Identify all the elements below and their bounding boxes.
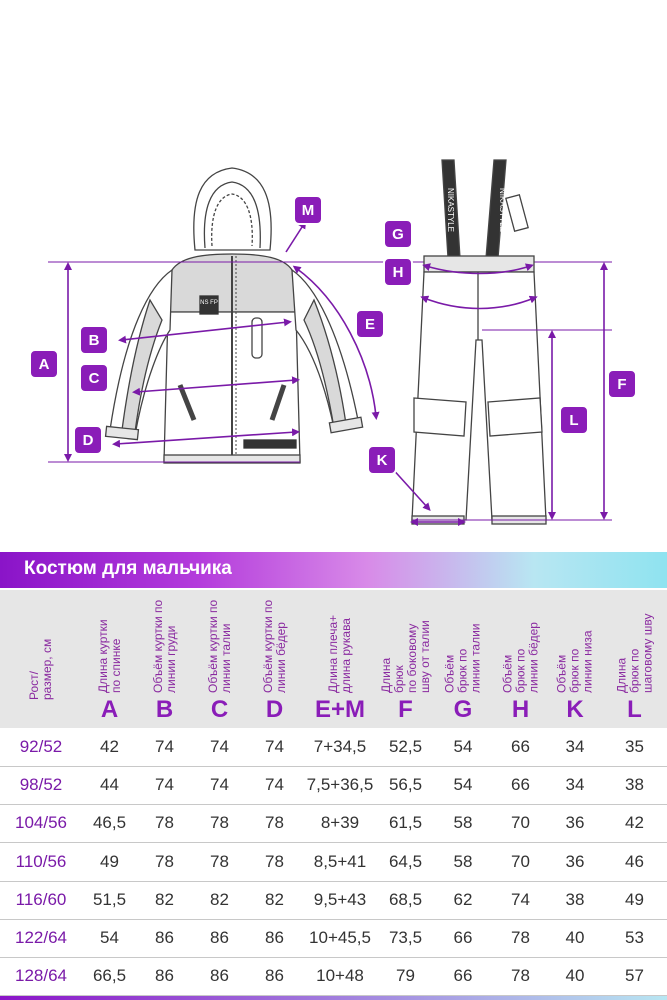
value-cell: 74 [265, 737, 284, 756]
value-cell: 64,5 [388, 851, 423, 871]
size-cell: 122/64 [15, 928, 67, 947]
table-row [0, 919, 667, 958]
value-cell: 49 [100, 851, 119, 871]
value-cell: 54 [453, 737, 473, 756]
value-cell: 8+39 [320, 813, 360, 833]
header-label: Объём брюк по линии низа [554, 630, 595, 693]
value-cell: 10+48 [316, 966, 364, 986]
header-letter: B [155, 696, 174, 723]
badge-a-label: A [38, 356, 50, 373]
value-cell: 36 [565, 851, 585, 871]
value-cell: 78 [155, 851, 174, 871]
value-cell: 46,5 [92, 813, 127, 833]
value-cell: 74 [155, 737, 174, 756]
header-label: Рост/ размер, см [27, 638, 54, 700]
value-cell: 54 [100, 928, 119, 947]
size-cell: 98/52 [19, 775, 63, 795]
size-cell: 92/52 [19, 737, 63, 756]
value-cell: 78 [511, 928, 530, 947]
header-letter: K [566, 696, 584, 723]
value-cell: 78 [511, 966, 530, 986]
jacket-badge: NS FP [200, 300, 218, 306]
badge-d [74, 426, 102, 454]
value-cell: 62 [453, 889, 473, 909]
value-cell: 86 [265, 928, 284, 947]
header-letter: C [210, 696, 229, 723]
header-col-c [192, 590, 247, 728]
badge-k-label: K [376, 452, 388, 469]
jacket-illustration [106, 168, 363, 463]
badge-e-label: E [364, 316, 376, 333]
badge-b [80, 326, 108, 354]
strap-right-text: NIKASTYLE [498, 187, 507, 233]
badge-e [356, 310, 384, 338]
value-cell: 66 [511, 737, 530, 756]
value-cell: 78 [265, 813, 284, 833]
badge-h-label: H [392, 264, 404, 281]
header-letter: D [265, 696, 284, 723]
value-cell: 56,5 [388, 775, 423, 795]
header-letter: H [511, 696, 530, 723]
value-cell: 58 [453, 851, 473, 871]
header-col-d [247, 590, 302, 728]
value-cell: 66 [453, 928, 473, 947]
value-cell: 57 [625, 966, 644, 986]
value-cell: 44 [100, 775, 119, 795]
badge-b-label: B [88, 332, 100, 349]
value-cell: 38 [565, 889, 585, 909]
value-cell: 82 [210, 889, 229, 909]
header-col-f [378, 590, 433, 728]
value-cell: 10+45,5 [309, 928, 371, 947]
value-cell: 52,5 [388, 737, 423, 756]
header-col-k [548, 590, 602, 728]
table-header [0, 590, 667, 728]
value-cell: 66 [511, 775, 530, 795]
strap-left-text: NIKASTYLE [446, 187, 455, 233]
header-label: Длина брюк по шаговому шву [614, 613, 654, 693]
header-letter: G [453, 696, 473, 723]
table-row [0, 881, 667, 920]
header-letter: F [398, 696, 413, 723]
value-cell: 70 [511, 851, 530, 871]
header-col-size [0, 590, 82, 728]
badge-g-label: G [392, 226, 404, 243]
value-cell: 51,5 [92, 889, 127, 909]
badge-m-label: M [301, 202, 315, 219]
table-title-bar [0, 552, 667, 588]
badge-d-label: D [82, 432, 94, 449]
value-cell: 58 [453, 813, 473, 833]
value-cell: 46 [625, 851, 644, 871]
badge-f-label: F [617, 376, 627, 393]
header-col-g [433, 590, 493, 728]
header-label: Объём брюк по линии бёдер [500, 622, 540, 693]
header-letter: L [627, 696, 642, 723]
header-col-h [493, 590, 548, 728]
header-col-a [82, 590, 137, 728]
value-cell: 49 [625, 889, 644, 909]
value-cell: 42 [100, 737, 119, 756]
size-cell: 104/56 [15, 813, 67, 833]
badge-m [294, 196, 322, 224]
header-col-b [137, 590, 192, 728]
table-row [0, 766, 667, 805]
value-cell: 86 [210, 928, 229, 947]
size-cell: 110/56 [15, 851, 67, 871]
value-cell: 34 [565, 737, 585, 756]
value-cell: 78 [155, 813, 174, 833]
value-cell: 73,5 [388, 928, 423, 947]
value-cell: 74 [210, 737, 229, 756]
size-cell: 128/64 [15, 966, 67, 986]
badge-l [560, 406, 588, 434]
value-cell: 86 [210, 966, 229, 986]
value-cell: 53 [625, 928, 644, 947]
value-cell: 70 [511, 813, 530, 833]
value-cell: 74 [155, 775, 174, 795]
badge-c [80, 364, 108, 392]
badge-k [368, 446, 396, 474]
value-cell: 7,5+36,5 [306, 775, 374, 795]
badge-c-label: C [88, 370, 100, 387]
value-cell: 54 [453, 775, 473, 795]
header-label: Объём куртки по линии груди [150, 599, 178, 693]
table-row [0, 804, 667, 843]
header-label: Объём брюк по линии талии [442, 623, 483, 693]
value-cell: 38 [625, 775, 644, 795]
value-cell: 78 [265, 851, 284, 871]
value-cell: 78 [210, 813, 229, 833]
header-label: Длина брюк по боковому шву от талии [378, 620, 432, 693]
value-cell: 86 [155, 966, 174, 986]
table-title: Костюм для мальчика [24, 558, 232, 579]
badge-f [608, 370, 636, 398]
value-cell: 74 [265, 775, 284, 795]
value-cell: 35 [625, 737, 644, 756]
value-cell: 86 [155, 928, 174, 947]
header-label: Длина плеча+ длина рукава [326, 614, 353, 693]
value-cell: 74 [210, 775, 229, 795]
badge-a [30, 350, 58, 378]
value-cell: 36 [565, 813, 585, 833]
value-cell: 79 [396, 966, 415, 986]
header-col-l [602, 590, 667, 728]
value-cell: 74 [511, 889, 530, 909]
pants-illustration [412, 160, 546, 524]
badge-h [384, 258, 412, 286]
size-cell: 116/60 [15, 889, 67, 909]
value-cell: 78 [210, 851, 229, 871]
value-cell: 42 [625, 813, 644, 833]
header-col-e-m [302, 590, 378, 728]
value-cell: 82 [155, 889, 174, 909]
value-cell: 68,5 [388, 889, 423, 909]
bottom-accent-line [0, 996, 667, 1000]
value-cell: 40 [565, 928, 585, 947]
header-label: Объём куртки по линии бёдер [260, 599, 288, 693]
table-row [0, 728, 667, 767]
value-cell: 7+34,5 [313, 737, 367, 756]
header-letter: E+M [314, 696, 365, 723]
value-cell: 40 [565, 966, 585, 986]
value-cell: 34 [565, 775, 585, 795]
table-row [0, 957, 667, 996]
value-cell: 86 [265, 966, 284, 986]
header-letter: A [100, 696, 119, 723]
value-cell: 82 [265, 889, 284, 909]
value-cell: 66 [453, 966, 473, 986]
badge-l-label: L [569, 412, 579, 429]
header-label: Длина куртки по спинке [95, 619, 123, 693]
badge-g [384, 220, 412, 248]
header-label: Объём куртки по линии талии [205, 599, 233, 693]
value-cell: 61,5 [388, 813, 423, 833]
table-row [0, 843, 667, 882]
value-cell: 9,5+43 [313, 889, 367, 909]
value-cell: 66,5 [92, 966, 127, 986]
value-cell: 8,5+41 [313, 851, 367, 871]
